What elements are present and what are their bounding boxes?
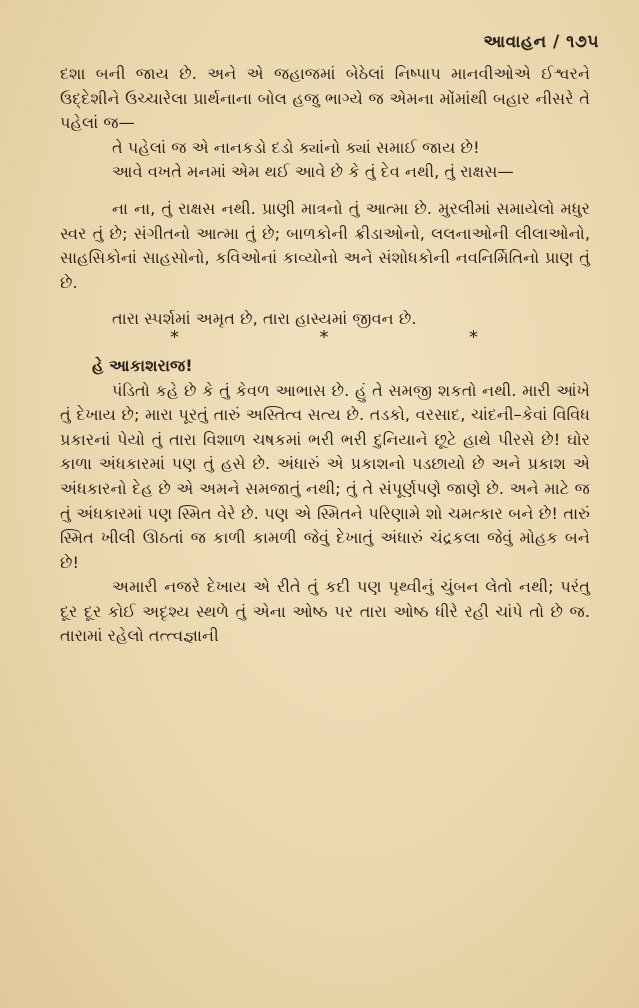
paragraph-2: તે પહેલાં જ એ નાનકડો દડો ક્યાંનો ક્યાં સમાઈ જાય છે! (112, 137, 480, 157)
section-heading: હે આકાશરાજ! (92, 355, 193, 375)
paragraph-3: આવે વખતે મનમાં એમ થઈ આવે છે કે તું દેવ નથી, તું રાક્ષસ— (112, 162, 514, 182)
running-head: આવાહન / ૧૭૫ (483, 32, 599, 52)
spacer (60, 185, 590, 197)
spacer (60, 295, 590, 307)
paragraph-1: દશા બની જાય છે. અને એ જહાજમાં બેઠેલાં નિષ્પાપ માનવીઓએ ઈશ્વરને ઉદ્દેશીને ઉચ્ચારેલા પ્રાર્થનાના બોલ હજુ ભાગ્યે જ એમના મોંમાંથી બહાર નીસરે તે પહેલાં જ— (60, 64, 590, 133)
paragraph-6: પંડિતો કહે છે કે તું કેવળ આભાસ છે. હું તે સમજી શકતો નથી. મારી આંખે તું દેખાય છે; મારા પૂરતું તારું અસ્તિત્વ સત્ય છે. તડકો, વરસાદ, ચાંદની–કેવાં વિવિધ પ્રકારનાં પેયો તું તારા વિશાળ ચષકમાં ભરી ભરી દુનિયાને છૂટે હાથે પીરસે છે! ઘોર કાળા અંધકારમાં પણ તું હસે છે. અંધારું એ પ્રકાશનો પડછાયો છે અને પ્રકાશ એ અંધકારનો દેહ છે એ અમને સમજાતું નથી; તું તે સંપૂર્ણપણે જાણે છે. અને માટે જ તું અંધકારમાં પણ સ્મિત વેરે છે. પણ એ સ્મિતને પરિણામે શો ચમત્કાર બને છે! તારું સ્મિત ખીલી ઊઠતાં જ કાળી કામળી જેવું દેખાતું અંધારું ચંદ્રકલા જેવું મોહક બને છે! (60, 380, 590, 572)
separator-star: * (469, 326, 478, 348)
paragraph-7: અમારી નજરે દેખાય એ રીતે તું કદી પણ પૃથ્વીનું ચુંબન લેતો નથી; પરંતુ દૂર દૂર કોઈ અદૃશ્ય સ્થળે તું એના ઓષ્ઠ પર તારા ઓષ્ઠ ધીરે રહી ચાંપે તો છે જ. તારામાં રહેલો તત્ત્વજ્ઞાની (60, 577, 590, 646)
separator-star: * (319, 326, 329, 348)
separator-star: * (170, 326, 179, 348)
body-text (60, 62, 590, 649)
paragraph-4: ના ના, તું રાક્ષસ નથી. પ્રાણી માત્રનો તું આત્મા છે. મુરલીમાં સમાયેલો મધુર સ્વર તું છે; સંગીતનો આત્મા તું છે; બાળકોની ક્રીડાઓનો, લલનાઓની લીલાઓનો, સાહસિકોનાં સાહસોનો, કવિઓનાં કાવ્યોનો અને સંશોધકોની નવનિર્મિતિનો પ્રાણ તું છે. (60, 198, 590, 292)
paragraph-5: તારા સ્પર્શમાં અમૃત છે, તારા હાસ્યમાં જીવન છે. (112, 309, 417, 329)
